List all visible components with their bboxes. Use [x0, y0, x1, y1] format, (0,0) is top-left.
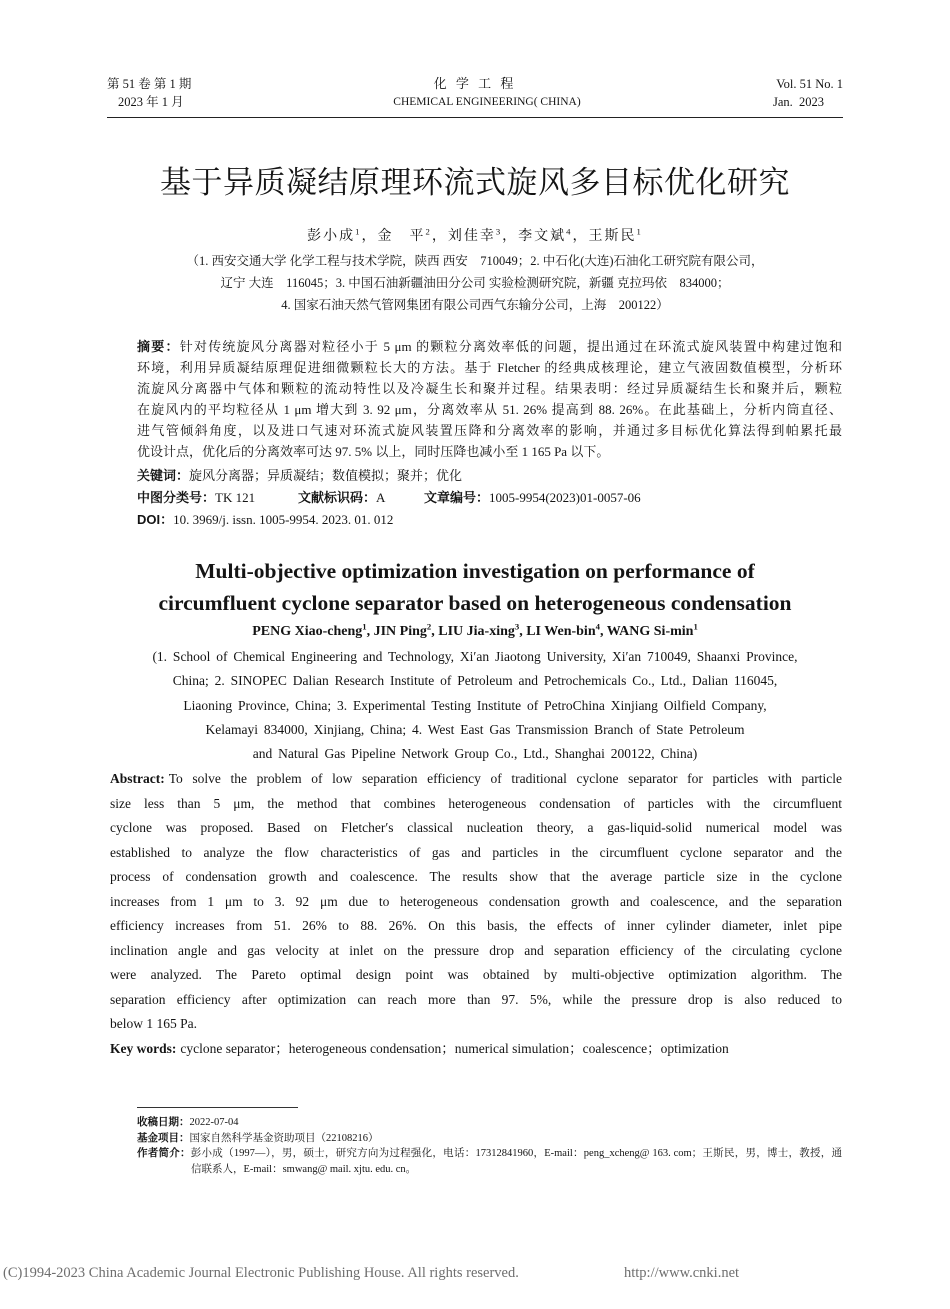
fund-project-label: 基金项目：	[137, 1131, 190, 1144]
clc-label: 中图分类号：	[137, 490, 216, 505]
author-name: 王斯民	[588, 229, 637, 244]
keywords-en	[110, 1037, 842, 1061]
author-affiliation-mark: 4	[566, 226, 573, 237]
article-number-label: 文章编号：	[424, 490, 490, 505]
abstract-line-en: established to analyze the flow characteristics of gas and particles in the circumfluent cyclone separator and the	[110, 844, 842, 860]
abstract-text: 针对传统旋风分离器对粒径小于 5 μm 的颗粒分离效率低的问题，提出通过在环流式旋风装置中构建过饱和	[179, 339, 842, 354]
received-date-value: 2022-07-04	[189, 1117, 239, 1128]
author-bio-text: 彭小成（1997—），男，硕士，研究方向为过程强化，电话：17312841960，E-mail：peng_xcheng@ 163. com；王斯民，男，博士，教授，通	[190, 1148, 843, 1160]
header-rule	[107, 117, 843, 118]
article-number	[424, 488, 641, 508]
abstract-line: 在旋风内的平均粒径从 1 μm 增大到 3. 92 μm，分离效率从 51. 26% 提高到 88. 26%。在此基础上，分析内筒直径、	[137, 402, 842, 417]
journal-issue-cn: 第 51 卷 第 1 期	[107, 77, 192, 91]
author-separator: ，	[431, 229, 448, 244]
author-name: 刘佳幸	[447, 229, 496, 244]
author-name-en: PENG Xiao-cheng	[252, 624, 363, 639]
document-code-label: 文献标识码：	[298, 490, 377, 505]
affiliations-cn	[107, 250, 843, 316]
received-date-label: 收稿日期：	[137, 1116, 190, 1128]
author-name: 彭小成	[307, 229, 356, 244]
clc-value: TK 121	[215, 490, 256, 505]
author-bio-line	[137, 1146, 842, 1162]
abstract-text-en: To solve the problem of low separation efficiency of traditional cyclone separator for particles with particle	[168, 771, 842, 786]
abstract-line-en: were analyzed. The Pareto optimal design point was obtained by multi-objective optimization algorithm. The	[110, 967, 842, 982]
author-separator: ,	[519, 624, 527, 639]
publisher-url: http://www.cnki.net	[624, 1265, 740, 1281]
received-date	[137, 1115, 842, 1131]
doi-row	[137, 510, 842, 530]
classification-row	[137, 488, 842, 508]
keywords-label-en: Key words:	[110, 1041, 177, 1056]
article-number-value: 1005-9954(2023)01-0057-06	[489, 490, 641, 505]
author-separator: ，	[572, 229, 589, 244]
doi-value: 10. 3969/j. issn. 1005-9954. 2023. 01. 012	[173, 512, 394, 527]
author-list-en	[0, 622, 950, 642]
fund-project	[137, 1131, 842, 1147]
author-list-cn	[0, 227, 950, 247]
journal-date-cn: 2023 年 1 月	[118, 95, 184, 109]
author-name-en: LI Wen-bin	[526, 624, 596, 639]
document-code	[298, 488, 385, 508]
paper-title-cn: 基于异质凝结原理环流式旋风多目标优化研究	[160, 165, 790, 200]
author-bio-label: 作者简介：	[137, 1147, 191, 1160]
author-bio-line: 信联系人，E-mail：smwang@ mail. xjtu. edu. cn。	[191, 1164, 417, 1176]
author-separator: ,	[431, 624, 439, 639]
abstract-line-en: process of condensation growth and coalescence. The results show that the average particle size in the cyclone	[110, 869, 842, 884]
affiliation-line-en: Kelamayi 834000, Xinjiang, China; 4. West East Gas Transmission Branch of State Petroleum	[205, 721, 745, 737]
author-separator: ，	[361, 229, 378, 244]
abstract-line: 环境，利用异质凝结原理促进细微颗粒长大的方法。基于 Fletcher 的经典成核理论，建立气液固数值模型，分析环	[137, 360, 842, 375]
abstract-en	[110, 767, 842, 1037]
journal-name-en: CHEMICAL ENGINEERING( CHINA)	[393, 96, 581, 108]
author-affiliation-mark: 1	[636, 226, 643, 237]
abstract-line: 进气管倾斜角度，以及进口气速对环流式旋风装置压降和分离效率的影响，并通过多目标优化算法得到帕累托最	[137, 423, 842, 438]
author-separator: ,	[366, 624, 374, 639]
abstract-line: 流旋风分离器中气体和颗粒的流动特性以及冷凝生长和聚并过程。结果表明：经过异质凝结生长和聚并后，颗粒	[137, 381, 842, 396]
affiliation-line-en: China; 2. SINOPEC Dalian Research Institute of Petroleum and Petrochemicals Co., Ltd., Dalian 116045,	[172, 673, 778, 689]
abstract-line-en	[110, 767, 842, 792]
journal-name-cn: 化 学 工 程	[433, 76, 517, 91]
author-affiliation-mark: 2	[426, 621, 432, 632]
keywords-value-en: cyclone separator；heterogeneous condensation；numerical simulation；coalescence；optimization	[180, 1041, 729, 1056]
author-affiliation-mark: 1	[693, 621, 698, 632]
affiliation-line: 4. 国家石油天然气管网集团有限公司西气东输分公司，上海 200122）	[281, 298, 669, 312]
author-separator: ,	[599, 624, 607, 639]
abstract-line-en: separation efficiency after optimization can reach more than 97. 5%, while the pressure drop is also reduced to	[110, 991, 842, 1007]
affiliation-line-en: (1. School of Chemical Engineering and Technology, Xi′an Jiaotong University, Xi′an 710049, Shaanxi Province,	[152, 649, 798, 664]
footnotes	[137, 1115, 842, 1178]
clc-number	[137, 488, 255, 508]
journal-volume-en: Vol. 51 No. 1	[776, 77, 843, 91]
affiliation-line: （1. 西安交通大学 化学工程与技术学院，陕西 西安 710049；2. 中石化(大连)石油化工研究院有限公司，	[186, 254, 764, 268]
affiliation-line: 辽宁 大连 116045；3. 中国石油新疆油田分公司 实验检测研究院，新疆 克拉玛依 834000；	[220, 276, 730, 290]
fund-project-value: 国家自然科学基金资助项目（22108216）	[189, 1132, 379, 1144]
author-affiliation-mark: 2	[425, 226, 432, 237]
author-affiliation-mark: 1	[355, 226, 362, 237]
affiliation-line-en: and Natural Gas Pipeline Network Group Co., Ltd., Shanghai 200122, China)	[252, 746, 698, 762]
document-code-value: A	[376, 490, 386, 505]
copyright-notice: (C)1994-2023 China Academic Journal Electronic Publishing House. All rights reserved.	[3, 1265, 519, 1281]
abstract-cn	[137, 336, 842, 462]
author-separator: ，	[502, 229, 519, 244]
abstract-line-en: size less than 5 μm, the method that combines heterogeneous condensation of particles with the circumfluent	[110, 795, 842, 811]
affiliation-line-en: Liaoning Province, China; 3. Experimental Testing Institute of PetroChina Xinjiang Oilfield Company,	[183, 697, 767, 713]
keywords-cn	[137, 466, 842, 486]
paper-title-en-line: Multi-objective optimization investigation on performance of	[195, 559, 755, 583]
author-name-en: JIN Ping	[373, 624, 427, 639]
author-affiliation-mark: 3	[514, 621, 520, 632]
abstract-line-en: efficiency increases from 51. 26% to 88. 26%. On this basis, the effects of inner cylinder diameter, inlet pipe	[110, 918, 842, 933]
abstract-line-en: below 1 165 Pa.	[110, 1016, 197, 1031]
author-name: 金 平	[377, 229, 426, 244]
author-affiliation-mark: 1	[362, 621, 367, 632]
affiliations-en	[107, 645, 843, 766]
journal-date-en: Jan. 2023	[772, 95, 824, 109]
author-name-en: WANG Si-min	[606, 624, 694, 639]
author-name-en: LIU Jia-xing	[438, 624, 515, 639]
abstract-label-cn: 摘要：	[137, 339, 180, 354]
abstract-line: 优设计点，优化后的分离效率可达 97. 5% 以上，同时压降也减小至 1 165 Pa 以下。	[137, 444, 610, 459]
author-affiliation-mark: 4	[595, 621, 600, 632]
abstract-line-en: inclination angle and gas velocity at inlet on the pressure drop and separation efficiency of the circulating cyclone	[110, 942, 842, 958]
abstract-line-en: cyclone was proposed. Based on Fletcher′s classical nucleation theory, a gas-liquid-solid numerical model was	[110, 820, 842, 835]
author-affiliation-mark: 3	[495, 226, 503, 237]
author-name: 李文斌	[518, 229, 567, 244]
abstract-line-en: increases from 1 μm to 3. 92 μm due to heterogeneous condensation growth and coalescence, and the separation	[110, 893, 842, 909]
keywords-label-cn: 关键词：	[137, 468, 190, 483]
footnote-rule	[137, 1107, 298, 1108]
keywords-value-cn: 旋风分离器；异质凝结；数值模拟；聚并；优化	[189, 468, 463, 483]
doi-label: DOI：	[137, 512, 174, 527]
abstract-line	[137, 336, 842, 357]
abstract-label-en: Abstract:	[110, 771, 165, 786]
paper-title-en-line: circumfluent cyclone separator based on heterogeneous condensation	[158, 591, 792, 615]
